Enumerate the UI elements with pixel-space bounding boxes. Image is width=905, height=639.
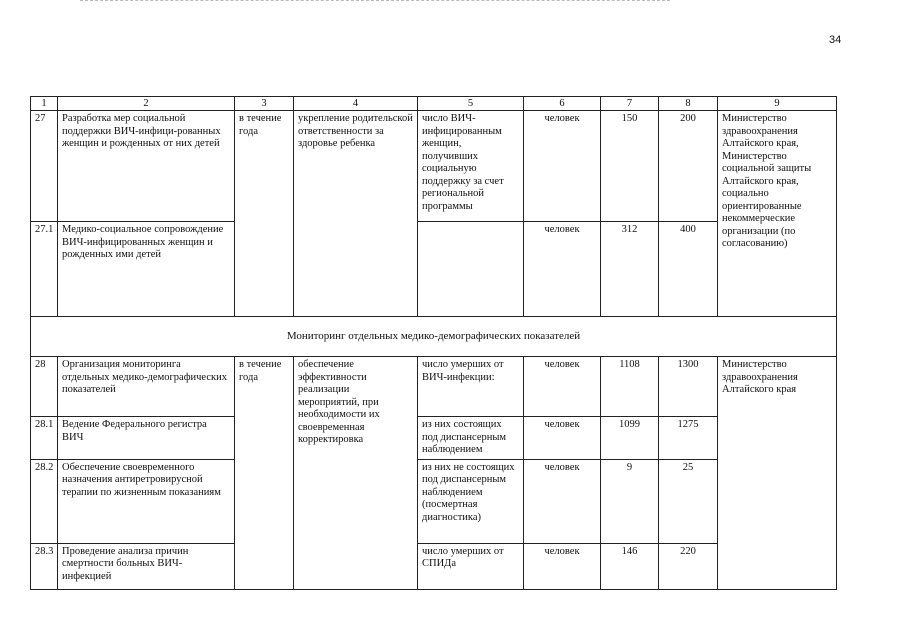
scan-edge-line xyxy=(80,0,670,2)
header-cell: 1 xyxy=(31,97,58,111)
header-cell: 5 xyxy=(418,97,524,111)
header-row xyxy=(31,97,837,111)
measure-name: Разработка мер социальной поддержки ВИЧ-инфици-рованных женщин и рожденных от них детей xyxy=(58,111,235,222)
header-cell: 7 xyxy=(601,97,659,111)
executor-cell: Министерство здравоохранения Алтайского края xyxy=(718,357,837,590)
header-cell: 8 xyxy=(659,97,718,111)
unit-cell: человек xyxy=(524,543,601,589)
header-cell: 4 xyxy=(294,97,418,111)
row-number: 28 xyxy=(31,357,58,417)
unit-cell: человек xyxy=(524,222,601,317)
period-cell: в течение года xyxy=(235,111,294,317)
indicator-cell: число умерших от ВИЧ-инфекции: xyxy=(418,357,524,417)
row-number: 28.1 xyxy=(31,417,58,460)
value-cell: 400 xyxy=(659,222,718,317)
goal-cell: обеспечение эффективности реализации мероприятий, при необходимости их своевременная корректировка xyxy=(294,357,418,590)
executor-cell: Министерство здравоохранения Алтайского края, Министерство социальной защиты Алтайского края, социально ориентированные некоммерческие организации (по согласованию) xyxy=(718,111,837,317)
goal-cell: укрепление родительской ответственности за здоровье ребенка xyxy=(294,111,418,317)
row-number: 28.2 xyxy=(31,459,58,543)
unit-cell: человек xyxy=(524,459,601,543)
page-number: 34 xyxy=(829,34,842,46)
value-cell: 150 xyxy=(601,111,659,222)
unit-cell: человек xyxy=(524,111,601,222)
measure-name: Медико-социальное сопровождение ВИЧ-инфицированных женщин и рожденных ими детей xyxy=(58,222,235,317)
indicator-cell: число умерших от СПИДа xyxy=(418,543,524,589)
table-row xyxy=(31,357,837,417)
value-cell: 220 xyxy=(659,543,718,589)
unit-cell: человек xyxy=(524,417,601,460)
row-number: 27 xyxy=(31,111,58,222)
header-cell: 2 xyxy=(58,97,235,111)
table-row xyxy=(31,543,837,589)
value-cell: 9 xyxy=(601,459,659,543)
value-cell: 1275 xyxy=(659,417,718,460)
header-cell: 6 xyxy=(524,97,601,111)
indicator-cell: число ВИЧ-инфицированным женщин, получивших социальную поддержку за счет региональной программы xyxy=(418,111,524,222)
row-number: 27.1 xyxy=(31,222,58,317)
table-row xyxy=(31,111,837,222)
period-cell: в течение года xyxy=(235,357,294,590)
measure-name: Ведение Федерального регистра ВИЧ xyxy=(58,417,235,460)
value-cell: 146 xyxy=(601,543,659,589)
value-cell: 312 xyxy=(601,222,659,317)
measure-name: Обеспечение своевременного назначения антиретровирусной терапии по жизненным показаниям xyxy=(58,459,235,543)
value-cell: 25 xyxy=(659,459,718,543)
header-cell: 9 xyxy=(718,97,837,111)
section-title: Мониторинг отдельных медико-демографических показателей xyxy=(31,317,837,357)
table-row xyxy=(31,459,837,543)
measures-table xyxy=(30,96,837,590)
value-cell: 1108 xyxy=(601,357,659,417)
header-cell: 3 xyxy=(235,97,294,111)
value-cell: 1099 xyxy=(601,417,659,460)
indicator-cell: из них не состоящих под диспансерным наблюдением (посмертная диагностика) xyxy=(418,459,524,543)
table-row xyxy=(31,222,837,317)
unit-cell: человек xyxy=(524,357,601,417)
row-number: 28.3 xyxy=(31,543,58,589)
measure-name: Организация мониторинга отдельных медико-демографических показателей xyxy=(58,357,235,417)
indicator-cell: из них состоящих под диспансерным наблюдением xyxy=(418,417,524,460)
measure-name: Проведение анализа причин смертности больных ВИЧ-инфекцией xyxy=(58,543,235,589)
indicator-cell xyxy=(418,222,524,317)
value-cell: 200 xyxy=(659,111,718,222)
section-row xyxy=(31,317,837,357)
value-cell: 1300 xyxy=(659,357,718,417)
table-row xyxy=(31,417,837,460)
